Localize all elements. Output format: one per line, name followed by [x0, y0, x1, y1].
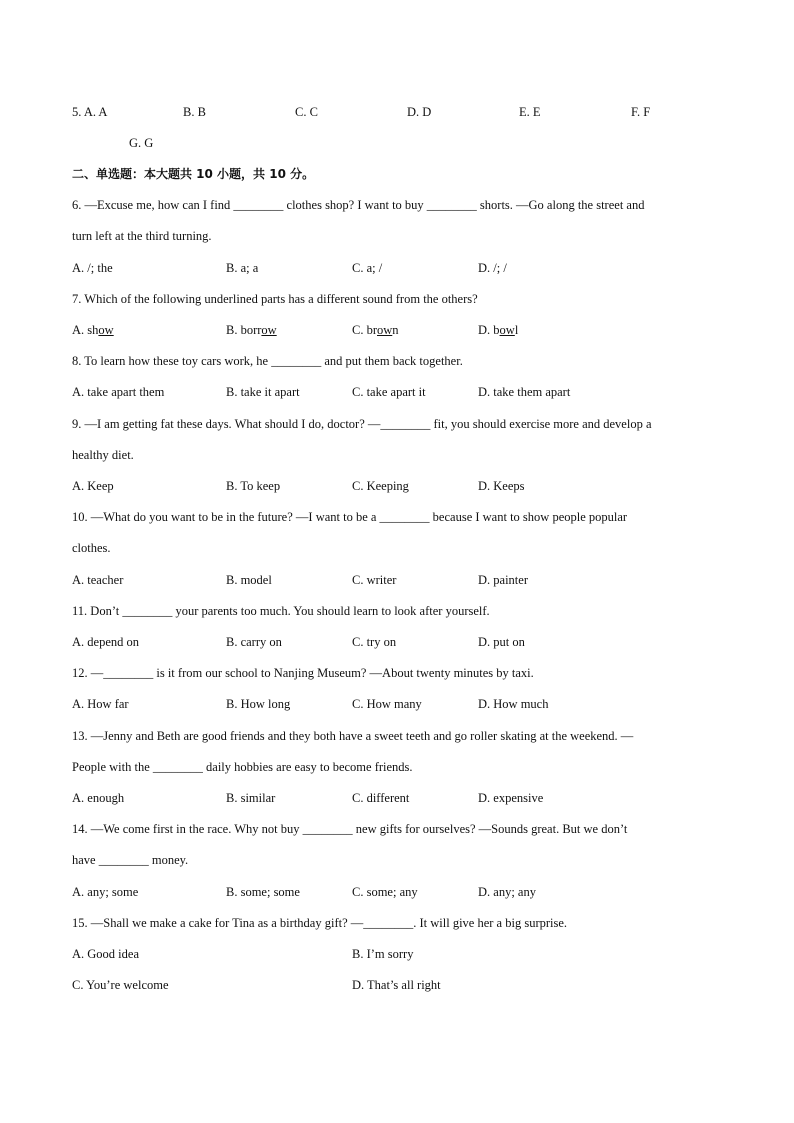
- question-8-text: 8. To learn how these toy cars work, he ________ and put them back together.: [72, 354, 463, 368]
- option-c: C. a; /: [352, 261, 383, 275]
- question-13-text-cont: People with the ________ daily hobbies are easy to become friends.: [72, 760, 413, 774]
- option-a: A. take apart them: [72, 385, 165, 399]
- option-b: B. a; a: [226, 261, 259, 275]
- option-c: C. How many: [352, 697, 422, 711]
- section-title: 二、单选题：本大题共 10 小题，共 10 分。: [72, 167, 315, 181]
- question-14-text-cont: have ________ money.: [72, 853, 189, 867]
- option-c: C. brown: [352, 323, 399, 337]
- option-d: D. How much: [478, 697, 549, 711]
- option-b: B. some; some: [226, 885, 300, 899]
- option-a: A. Keep: [72, 479, 114, 493]
- question-6-text: 6. —Excuse me, how can I find ________ clothes shop? I want to buy ________ shorts. —Go along the street and: [72, 198, 645, 212]
- option-d: D. expensive: [478, 791, 544, 805]
- question-15-text: 15. —Shall we make a cake for Tina as a birthday gift? —________. It will give her a big surprise.: [72, 916, 568, 930]
- q5-option-f: F. F: [631, 105, 651, 119]
- question-10-text: 10. —What do you want to be in the future? —I want to be a ________ because I want to show people popular: [72, 510, 628, 524]
- option-a: A. enough: [72, 791, 125, 805]
- question-6-text-cont: turn left at the third turning.: [72, 229, 212, 243]
- question-12-text: 12. —________ is it from our school to Nanjing Museum? —About twenty minutes by taxi.: [72, 666, 534, 680]
- option-c: C. Keeping: [352, 479, 409, 493]
- option-d: D. painter: [478, 573, 528, 587]
- option-b: B. borrow: [226, 323, 277, 337]
- q5-option-e: E. E: [519, 105, 541, 119]
- option-c: C. take apart it: [352, 385, 426, 399]
- option-a: A. show: [72, 323, 114, 337]
- option-d: D. bowl: [478, 323, 519, 337]
- question-7-text: 7. Which of the following underlined parts has a different sound from the others?: [72, 292, 478, 306]
- option-d: D. That’s all right: [352, 978, 441, 992]
- option-a: A. depend on: [72, 635, 139, 649]
- option-d: D. /; /: [478, 261, 507, 275]
- option-b: B. take it apart: [226, 385, 300, 399]
- option-c: C. try on: [352, 635, 397, 649]
- option-c: C. some; any: [352, 885, 418, 899]
- option-d: D. Keeps: [478, 479, 525, 493]
- question-13-text: 13. —Jenny and Beth are good friends and they both have a sweet teeth and go roller skating at the weekend. —: [72, 729, 634, 743]
- option-c: C. different: [352, 791, 410, 805]
- q5-option-a: 5. A. A: [72, 105, 108, 119]
- q5-option-b: B. B: [183, 105, 206, 119]
- option-b: B. To keep: [226, 479, 281, 493]
- option-d: D. put on: [478, 635, 525, 649]
- option-b: B. I’m sorry: [352, 947, 414, 961]
- option-a: A. Good idea: [72, 947, 139, 961]
- option-b: B. carry on: [226, 635, 282, 649]
- option-b: B. How long: [226, 697, 291, 711]
- option-a: A. How far: [72, 697, 129, 711]
- option-c: C. You’re welcome: [72, 978, 169, 992]
- option-a: A. any; some: [72, 885, 139, 899]
- q5-option-c: C. C: [295, 105, 318, 119]
- option-d: D. any; any: [478, 885, 536, 899]
- q5-option-d: D. D: [407, 105, 432, 119]
- option-b: B. model: [226, 573, 272, 587]
- question-9-text-cont: healthy diet.: [72, 448, 134, 462]
- option-a: A. /; the: [72, 261, 113, 275]
- question-10-text-cont: clothes.: [72, 541, 111, 555]
- question-9-text: 9. —I am getting fat these days. What should I do, doctor? —________ fit, you should exercise more and develop a: [72, 417, 652, 431]
- option-b: B. similar: [226, 791, 276, 805]
- option-d: D. take them apart: [478, 385, 571, 399]
- option-a: A. teacher: [72, 573, 124, 587]
- question-11-text: 11. Don’t ________ your parents too much. You should learn to look after yourself.: [72, 604, 490, 618]
- q5-option-g: G. G: [129, 136, 154, 150]
- option-c: C. writer: [352, 573, 397, 587]
- question-14-text: 14. —We come first in the race. Why not buy ________ new gifts for ourselves? —Sounds great. But we don’t: [72, 822, 628, 836]
